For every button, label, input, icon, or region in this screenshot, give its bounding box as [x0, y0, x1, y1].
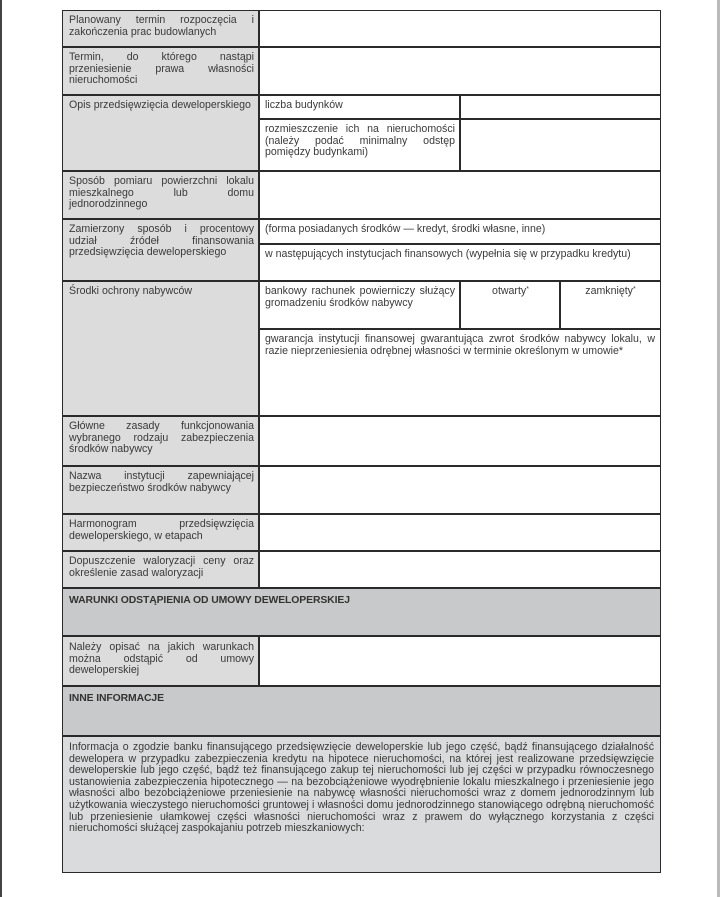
option-otwarty[interactable] — [460, 282, 560, 329]
page-frame-left — [0, 0, 2, 897]
label-planowany-termin: Planowany termin rozpoczęcia i zakończenia prac budowlanych — [63, 11, 259, 47]
option-zamkniety[interactable] — [560, 282, 660, 329]
field-liczba-budynkow[interactable] — [460, 96, 660, 118]
field-forma-srodkow[interactable]: (forma posiadanych środków — kredyt, środki własne, inne) — [265, 223, 546, 235]
label-sposob-pomiaru: Sposób pomiaru powierzchni lokalu mieszkalnego lub domu jednorodzinnego — [63, 172, 259, 219]
option-zamkniety-label: zamknięty — [585, 285, 633, 297]
field-sposob-pomiaru[interactable] — [259, 172, 660, 219]
column-divider — [459, 282, 461, 329]
label-opis-przedsiewziecia: Opis przedsięwzięcia deweloperskiego — [63, 96, 259, 171]
prospectus-form-table — [62, 10, 661, 873]
label-waloryzacja: Dopuszczenie waloryzacji ceny oraz określenie zasad waloryzacji — [63, 552, 259, 588]
label-rozmieszczenie: rozmieszczenie ich na nieruchomości (należy podać minimalny odstęp pomiędzy budynkami) — [265, 123, 455, 159]
field-waloryzacja[interactable] — [259, 552, 660, 588]
label-nazwa-instytucji: Nazwa instytucji zapewniającej bezpieczeństwo środków nabywcy — [63, 467, 259, 514]
field-gwarancja[interactable]: gwarancja instytucji finansowej gwarantująca zwrot środków nabywcy lokalu, w razie nieprzeniesienia odrębnej własności w terminie określonym w umowie* — [265, 333, 655, 357]
label-harmonogram: Harmonogram przedsięwzięcia deweloperskiego, w etapach — [63, 515, 259, 551]
label-rachunek-powierniczy: bankowy rachunek powierniczy służący gromadzeniu środków nabywcy — [265, 285, 455, 309]
field-instytucje-finansowe[interactable]: w następujących instytucjach finansowych (wypełnia się w przypadku kredytu) — [265, 248, 631, 260]
field-termin-przeniesienia[interactable] — [259, 48, 660, 95]
field-warunki-odstapienia[interactable] — [259, 637, 660, 686]
footnote-mark: * — [632, 286, 636, 293]
label-srodki-ochrony: Środki ochrony nabywców — [63, 282, 259, 416]
column-divider — [559, 282, 561, 329]
field-harmonogram[interactable] — [259, 515, 660, 551]
column-divider — [258, 11, 260, 588]
label-liczba-budynkow: liczba budynków — [259, 96, 460, 118]
label-termin-przeniesienia: Termin, do którego nastąpi przeniesienie prawa własności nieruchomości — [63, 48, 259, 95]
label-zrodla-finansowania: Zamierzony sposób i procentowy udział źródeł finansowania przedsięwzięcia deweloperskiego — [63, 220, 259, 281]
field-rozmieszczenie[interactable] — [460, 120, 660, 171]
field-glowne-zasady[interactable] — [259, 417, 660, 466]
inne-informacje-text[interactable]: Informacja o zgodzie banku finansującego przedsięwzięcie deweloperskie lub jego część, bądź finansującego działalność dewelopera w przypadku zabezpieczenia kredytu na hipotece nieruchomości, na której jest realizowane przedsięwzięcie deweloperskie lub jego część, bądź też finansującego zakup tej nieruchomości lub jej części w przypadku równoczesnego ustanowienia zabezpieczenia hipotecznego — na bezobciążeniowe wyodrębnienie lokalu mieszkalnego i przeniesienie jego własności albo bezobciążeniowe przeniesienie na nabywcę własności nieruchomości wraz z domem jednorodzinnym lub użytkowania wieczystego nieruchomości gruntowej i własności domu jednorodzinnego stanowiącego odrębną nieruchomość lub przeniesienie ułamkowej części własności nieruchomości wraz z prawem do wyłącznego korzystania z części nieruchomości służącej zaspokajaniu potrzeb mieszkaniowych: — [63, 737, 660, 872]
option-otwarty-label: otwarty — [492, 285, 527, 297]
label-glowne-zasady: Główne zasady funkcjonowania wybranego rodzaju zabezpieczenia środków nabywcy — [63, 417, 259, 466]
field-planowany-termin[interactable] — [259, 11, 660, 47]
column-divider — [258, 636, 260, 686]
footnote-mark: * — [526, 286, 529, 293]
column-divider — [459, 96, 461, 171]
field-nazwa-instytucji[interactable] — [259, 467, 660, 514]
label-warunki-odstapienia: Należy opisać na jakich warunkach można odstąpić od umowy deweloperskiej — [63, 637, 259, 686]
section-heading-warunki: WARUNKI ODSTĄPIENIA OD UMOWY DEWELOPERSKIEJ — [63, 589, 660, 636]
section-heading-inne: INNE INFORMACJE — [63, 687, 660, 736]
